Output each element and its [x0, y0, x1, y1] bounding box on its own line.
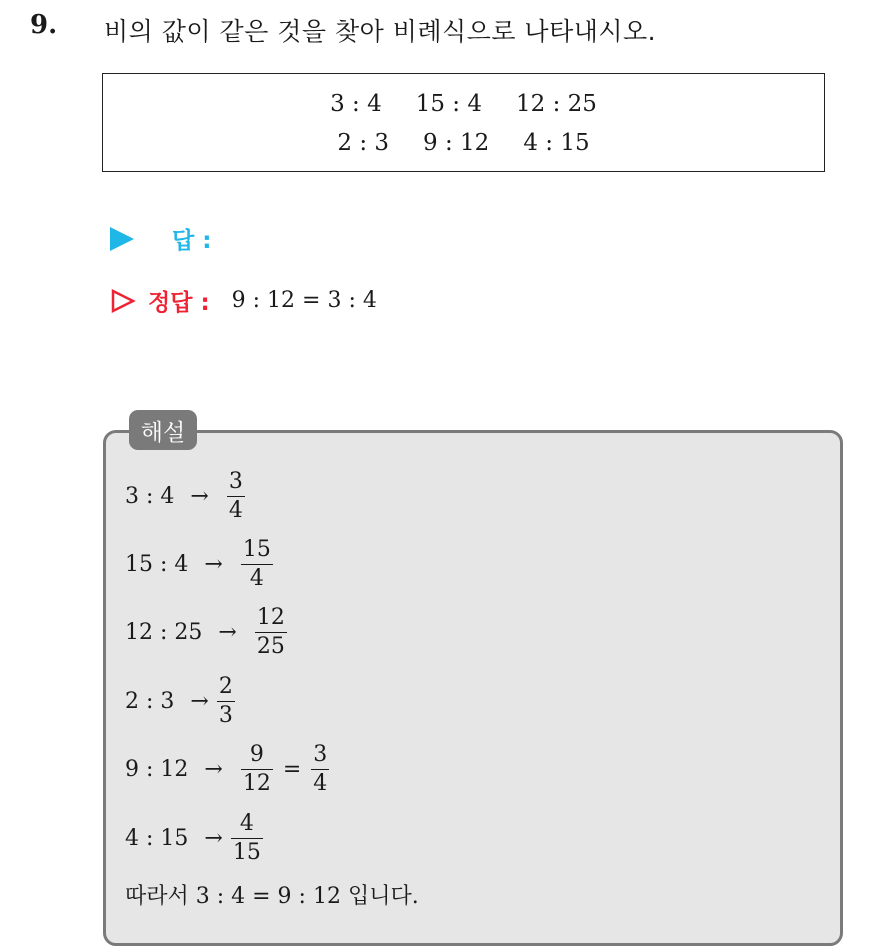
- ratio-item: 4 : 15: [523, 130, 590, 156]
- explanation-line: [125, 741, 333, 798]
- fraction: [241, 741, 273, 798]
- conclusion-text: 따라서 3 : 4 = 9 : 12 입니다.: [125, 884, 419, 909]
- arrow-icon: →: [204, 552, 223, 577]
- explanation-line: [125, 468, 249, 525]
- ratio: 9 : 12: [125, 757, 189, 782]
- ratio-item: 3 : 4: [330, 91, 382, 117]
- denominator: 25: [256, 634, 285, 659]
- question-number: 9.: [30, 10, 58, 40]
- explanation-label: 해설: [129, 410, 197, 450]
- denominator: 4: [249, 566, 264, 591]
- ratio-item: 12 : 25: [516, 91, 597, 117]
- correct-answer-value: 9 : 12 = 3 : 4: [231, 288, 377, 313]
- arrow-icon: →: [204, 826, 223, 851]
- fraction: [311, 741, 329, 798]
- ratio-item: 2 : 3: [337, 130, 390, 156]
- ratio: 3 : 4: [125, 484, 175, 509]
- question-text: 비의 값이 같은 것을 찾아 비례식으로 나타내시오.: [104, 17, 657, 46]
- fraction: [217, 673, 235, 730]
- equals-sign: =: [282, 757, 302, 782]
- ratio: 15 : 4: [125, 552, 189, 577]
- fraction: [231, 810, 263, 867]
- fraction: [241, 536, 273, 593]
- arrow-icon: →: [190, 689, 209, 714]
- ratio-item: 15 : 4: [415, 91, 482, 117]
- explanation-line: [125, 604, 291, 661]
- ratio-row-1: [103, 91, 824, 117]
- outline-triangle-icon: [110, 288, 136, 314]
- numerator: 4: [239, 811, 254, 836]
- correct-answer-row: [110, 284, 377, 317]
- numerator: 3: [313, 742, 328, 767]
- ratio-item: 9 : 12: [423, 130, 490, 156]
- play-triangle-icon: [110, 227, 134, 251]
- numerator: 12: [256, 605, 285, 630]
- answer-label: 답 :: [172, 228, 212, 254]
- numerator: 3: [228, 469, 243, 494]
- ratio: 2 : 3: [125, 689, 175, 714]
- denominator: 3: [218, 703, 233, 728]
- ratio: 12 : 25: [125, 620, 203, 645]
- numerator: 9: [249, 742, 264, 767]
- arrow-icon: →: [204, 757, 223, 782]
- correct-answer-label: 정답 :: [148, 290, 210, 316]
- fraction: [227, 468, 245, 525]
- explanation-line: [125, 536, 277, 593]
- arrow-icon: →: [190, 484, 209, 509]
- numerator: 15: [242, 537, 271, 562]
- ratio: 4 : 15: [125, 826, 189, 851]
- denominator: 12: [242, 771, 271, 796]
- fraction: [255, 604, 287, 661]
- numerator: 2: [218, 674, 233, 699]
- denominator: 4: [228, 498, 243, 523]
- denominator: 15: [232, 840, 261, 865]
- ratio-row-2: [103, 130, 824, 156]
- denominator: 4: [313, 771, 328, 796]
- arrow-icon: →: [218, 620, 237, 645]
- explanation-line: [125, 810, 267, 867]
- ratio-box: [102, 73, 825, 172]
- answer-row: [110, 222, 211, 255]
- explanation-line: [125, 673, 239, 730]
